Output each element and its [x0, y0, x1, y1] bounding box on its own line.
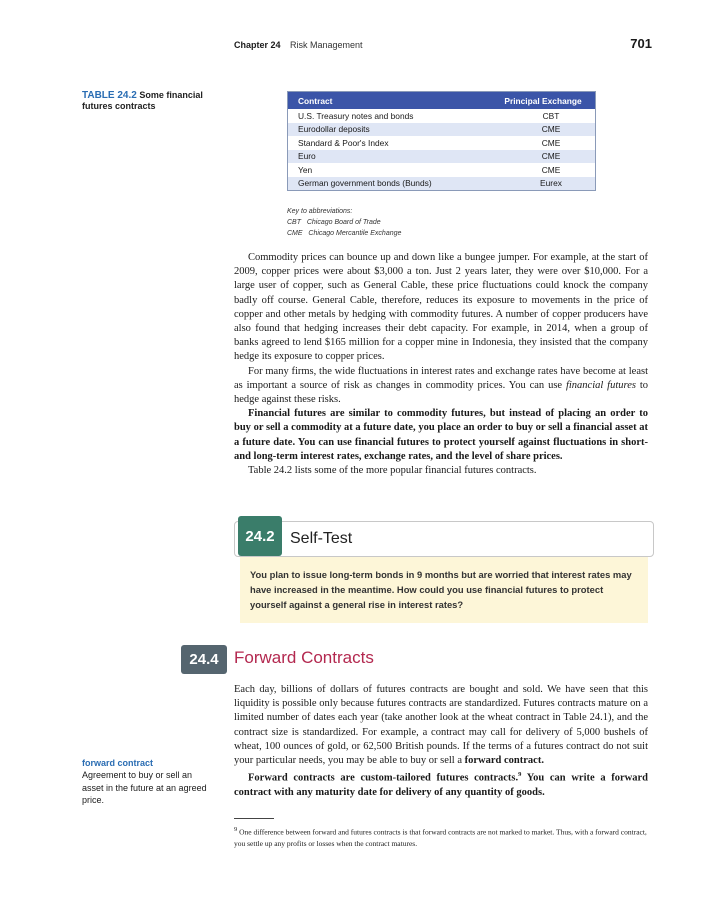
table-row [288, 123, 595, 137]
paragraph: Each day, billions of dollars of futures contracts are bought and sold. We have seen that this liquidity is possible only because futures contracts are standardized. Futures contracts mature on a limited number of dates each year (take another look at the wheat contract in Table 24.1), and the contract size is standardized. For example, a contract may call for delivery of 5,000 bushels of wheat, 100 ounces of gold, or 62,500 British pounds. If the terms of a futures contract do not suit your particular needs, you may be able to buy or sell a forward contract. [234, 684, 648, 767]
exchange-cell: CME [541, 164, 561, 175]
key-title: Key to abbreviations: [287, 208, 353, 215]
margin-definition [82, 757, 212, 807]
section-title: Forward Contracts [234, 648, 374, 667]
definition-term: forward contract [82, 758, 154, 768]
contract-cell: Euro [298, 151, 316, 162]
exchange-cell: CME [541, 151, 561, 162]
footnote-ref[interactable]: 9 [518, 771, 522, 779]
table-row [288, 177, 595, 191]
chapter-label: Chapter 24 [234, 40, 281, 50]
table-row [288, 136, 595, 150]
table-row [288, 150, 595, 164]
key-cme: CME Chicago Mercantile Exchange [287, 230, 402, 237]
body-text [234, 251, 648, 478]
column-header-exchange: Principal Exchange [504, 95, 582, 106]
footnote-divider [234, 818, 274, 819]
futures-contracts-table [287, 91, 596, 191]
page-header [234, 36, 652, 56]
exchange-cell: CME [541, 137, 561, 148]
footnote-text: One difference between forward and futures contracts is that forward contracts are not marked to market. Thus, with a forward contract, you settle up any profits or losses when the contract matures. [234, 827, 647, 848]
paragraph: Commodity prices can bounce up and down like a bungee jumper. For example, at the start of 2009, copper prices were about $3,000 a ton. Just 2 years later, they were over $10,000. For a large user of copper, such as General Cable, these price fluctuations could knock the company badly off course. General Cable, therefore, reduces its exposure to movements in the price of copper and other metals by hedging with commodity futures. A number of copper producers have also found that hedging increases their debt capacity. For example, in 2014, when a group of banks agreed to lend $165 million for a copper mine in Indonesia, they insisted that the company hedge its exposure to copper prices. [234, 252, 648, 363]
forward-contracts-text [234, 683, 648, 800]
key-paragraph: Financial futures are similar to commodity futures, but instead of placing an order to buy or sell a commodity at a future date, you place an order to buy or sell a financial asset at a future date. You can use financial futures to protect yourself against fluctuations in short- and long-term interest rates, exchange rates, and the level of share prices. [234, 408, 648, 462]
paragraph: For many firms, the wide fluctuations in interest rates and exchange rates have become at least as important a source of risk as changes in commodity prices. You can use financial futures to hedge against these risks. [234, 365, 649, 406]
abbreviation-key [287, 206, 401, 239]
self-test-number: 24.2 [238, 516, 282, 556]
contract-cell: Yen [298, 164, 313, 175]
table-row [288, 163, 595, 177]
key-cbt: CBT Chicago Board of Trade [287, 219, 381, 226]
exchange-cell: Eurex [540, 178, 562, 189]
footnote-number: 9 [234, 826, 238, 833]
self-test-header [234, 521, 654, 557]
footnote [234, 824, 648, 849]
contract-cell: Eurodollar deposits [298, 124, 370, 135]
self-test-box [234, 521, 654, 624]
table-number: TABLE 24.2 [82, 90, 137, 101]
contract-cell: Standard & Poor's Index [298, 137, 389, 148]
table-caption-text: Some financial futures contracts [82, 90, 203, 111]
table-row [288, 109, 595, 123]
self-test-question-box [240, 557, 648, 623]
section-number: 24.4 [181, 645, 227, 674]
forward-contract-term: forward contract. [464, 755, 544, 767]
exchange-cell: CME [541, 124, 561, 135]
definition-text: Agreement to buy or sell an asset in the future at an agreed price. [82, 770, 207, 806]
self-test-question: You plan to issue long-term bonds in 9 months but are worried that interest rates may have increased in the meantime. How could you use financial futures to protect yourself against a general rise in interest rates? [250, 569, 632, 610]
page-number: 701 [630, 36, 652, 51]
paragraph: Table 24.2 lists some of the more popular financial futures contracts. [248, 465, 537, 477]
contract-cell: German government bonds (Bunds) [298, 178, 432, 189]
exchange-cell: CBT [542, 110, 560, 121]
contract-cell: U.S. Treasury notes and bonds [298, 110, 414, 121]
column-header-contract: Contract [298, 95, 333, 106]
paragraph: Forward contracts are custom-tailored futures contracts.$^9$ You can write a forward contract with any maturity date for delivery of any quantity of goods. [234, 771, 648, 798]
financial-futures-term: financial futures [565, 379, 636, 391]
table-header-row [288, 92, 595, 109]
table-caption [82, 90, 222, 112]
self-test-title: Self-Test [290, 530, 353, 547]
chapter-title: Risk Management [290, 40, 363, 50]
